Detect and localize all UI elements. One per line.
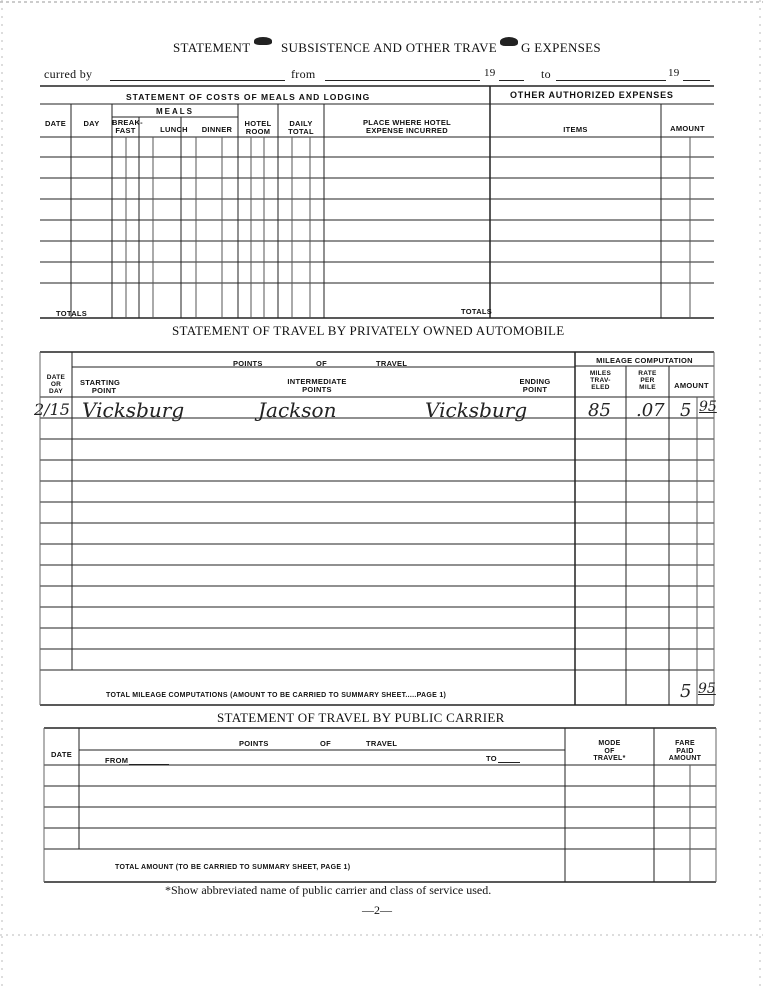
form-title-left: STATEMENT [173, 40, 251, 55]
entry-date[interactable]: 2/15 [34, 400, 70, 419]
fare-paid-amount-header: FARE PAID AMOUNT [668, 740, 702, 762]
travel-label: TRAVEL [376, 359, 408, 368]
year-prefix-label: 19 [484, 67, 496, 79]
carrier-date-header: DATE [50, 750, 73, 759]
date-or-day-header: DATE OR DAY [46, 374, 66, 395]
entry-amount-dollars[interactable]: 5 [680, 400, 692, 421]
page-number: —2— [362, 903, 392, 917]
entry-miles-traveled[interactable]: 85 [588, 400, 611, 421]
automobile-travel-heading: STATEMENT OF TRAVEL BY PRIVATELY OWNED AUTOMOBILE [172, 323, 565, 338]
of-label: OF [316, 359, 328, 368]
incurred-by-label: curred by [44, 67, 93, 81]
mileage-total-label: TOTAL MILEAGE COMPUTATIONS (AMOUNT TO BE CARRIED TO SUMMARY SHEET.....PAGE 1) [106, 692, 447, 699]
points-label: POINTS [239, 739, 269, 748]
amount-column-header: AMOUNT [670, 124, 705, 133]
entry-starting-point[interactable]: Vicksburg [82, 398, 185, 422]
meals-lodging-heading: STATEMENT OF COSTS OF MEALS AND LODGING [126, 92, 371, 102]
entry-rate-per-mile[interactable]: .07 [636, 400, 665, 421]
date-column-header: DATE [44, 119, 67, 128]
hotel-room-column-header: HOTEL ROOM [244, 119, 272, 136]
meals-heading: MEALS [156, 107, 194, 116]
daily-total-column-header: DAILY TOTAL [288, 119, 314, 136]
hotel-place-column-header: PLACE WHERE HOTEL EXPENSE INCURRED [362, 118, 452, 135]
mileage-computation-heading: MILEAGE COMPUTATION [596, 356, 693, 365]
points-label: POINTS [233, 359, 263, 368]
carrier-total-label: TOTAL AMOUNT (TO BE CARRIED TO SUMMARY SHEET, PAGE 1) [115, 864, 351, 871]
miles-traveled-header: MILES TRAV- ELED [589, 370, 612, 391]
mileage-total-cents[interactable]: 95 [698, 681, 716, 697]
carrier-from-header: FROM [105, 757, 169, 765]
carrier-to-header: TO [486, 755, 520, 763]
to-label: to [541, 67, 551, 81]
other-expenses-heading: OTHER AUTHORIZED EXPENSES [510, 90, 674, 100]
dinner-column-header: DINNER [201, 125, 233, 134]
mileage-total-dollars[interactable]: 5 [680, 681, 692, 702]
public-carrier-heading: STATEMENT OF TRAVEL BY PUBLIC CARRIER [217, 710, 505, 725]
day-column-header: DAY [83, 119, 100, 128]
year-prefix-label: 19 [668, 67, 680, 79]
footnote: *Show abbreviated name of public carrier and class of service used. [165, 883, 492, 897]
entry-ending-point[interactable]: Vicksburg [425, 398, 528, 422]
lunch-column-header: LUNCH [160, 125, 188, 134]
mode-of-travel-header: MODE OF TRAVEL* [593, 740, 626, 762]
ending-point-header: ENDING POINT [519, 377, 551, 394]
entry-intermediate-point[interactable]: Jackson [258, 398, 337, 422]
meals-totals-label: TOTALS [56, 309, 88, 318]
intermediate-points-header: INTERMEDIATE POINTS [287, 377, 347, 394]
breakfast-column-header: BREAK- FAST [112, 118, 143, 135]
from-label: from [291, 67, 316, 81]
form-title-right: G EXPENSES [521, 40, 601, 55]
rate-per-mile-header: RATE PER MILE [638, 370, 657, 391]
travel-label: TRAVEL [366, 739, 398, 748]
mileage-amount-header: AMOUNT [674, 381, 709, 390]
other-totals-label: TOTALS [461, 307, 493, 316]
starting-point-header: STARTING POINT [80, 378, 121, 395]
of-label: OF [320, 739, 332, 748]
entry-amount-cents[interactable]: 95 [699, 399, 717, 415]
form-title-middle: SUBSISTENCE AND OTHER TRAVE [281, 40, 498, 55]
items-column-header: ITEMS [563, 125, 588, 134]
